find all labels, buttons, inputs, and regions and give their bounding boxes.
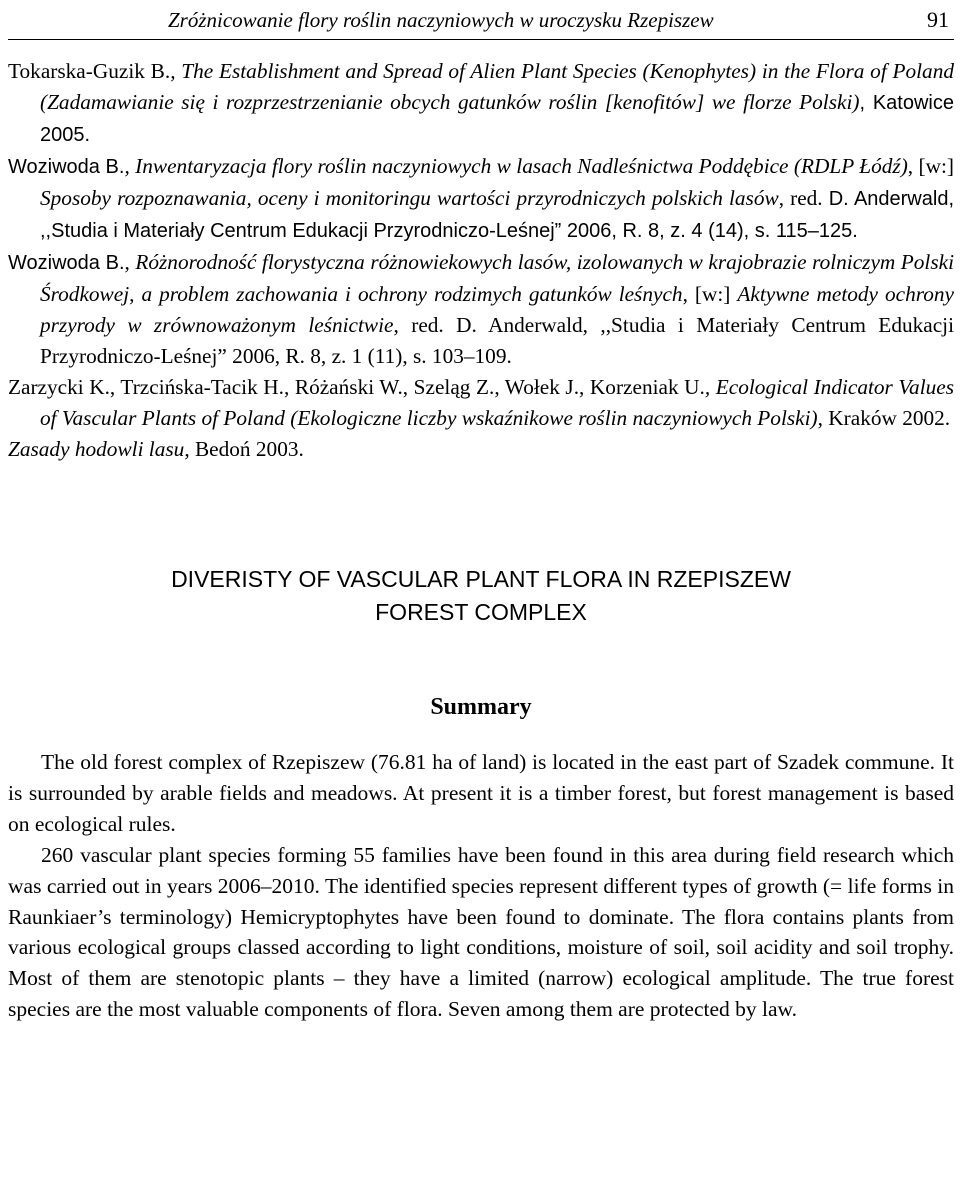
summary-title-line: FOREST COMPLEX [375,599,587,625]
reference-item [8,151,954,247]
reference-details-series: D. Anderwald, ,,Studia i Materiały Centrum Edukacji Przyrodniczo-Leśnej” 2006, R. 8, z. 4 (14), s. 115–125. [40,188,954,242]
reference-details: , Katowice 2005. [40,92,954,146]
reference-title: Zasady hodowli lasu [8,437,185,461]
reference-details: , red. [778,186,829,210]
reference-title: , Różnorodność florystyczna różnowiekowych lasów, izolowanych w krajobrazie rolniczym Polski Środkowej, a problem zachowania i ochrony rodzimych gatunków leśnych [40,250,954,306]
reference-author: Woziwoda B. [8,252,125,274]
summary-paragraph: The old forest complex of Rzepiszew (76.81 ha of land) is located in the east part of Szadek commune. It is surrounded by arable fields and meadows. At present it is a timber forest, but forest management is based on ecological rules. [8,750,954,836]
reference-title: , The Establishment and Spread of Alien Plant Species (Kenophytes) in the Flora of Poland (Zadamawianie się i rozprzestrzenianie obcych gatunków roślin [kenofitów] we florze Polski) [40,59,955,114]
reference-list [8,56,954,465]
reference-author: Woziwoda B. [8,156,125,178]
running-header [8,0,954,40]
reference-item [8,434,954,465]
reference-book-title: Aktywne metody ochrony przyrody w zrównoważonym leśnictwie [40,282,955,337]
summary-body [8,747,954,1025]
summary-heading: Summary [430,694,532,720]
summary-title [8,563,954,629]
reference-item [8,56,954,151]
reference-title: , Inwentaryzacja flory roślin naczyniowych w lasach Nadleśnictwa Poddębice (RDLP Łódź) [124,154,908,178]
reference-details: , Bedoń 2003. [184,437,304,461]
running-title: Zróżnicowanie flory roślin naczyniowych w uroczysku Rzepiszew [168,8,714,32]
reference-details: , Kraków 2002. [817,406,951,430]
reference-connector: , [w:] [682,282,738,306]
reference-details: , red. D. Anderwald, ,,Studia i Materiały Centrum Edukacji Przyrodniczo-Leśnej” 2006, R. 8, z. 1 (11), s. 103–109. [40,313,954,368]
summary-title-line: DIVERISTY OF VASCULAR PLANT FLORA IN RZEPISZEW [171,566,791,592]
reference-title: , Ecological Indicator Values of Vascular Plants of Poland (Ekologiczne liczby wskaźnikowe roślin naczyniowych Polski) [40,375,955,430]
page-number: 91 [927,7,949,32]
reference-connector: , [w:] [907,154,955,178]
reference-author: Tokarska-Guzik B. [8,59,171,83]
summary-paragraph: 260 vascular plant species forming 55 families have been found in this area during field research which was carried out in years 2006–2010. The identified species represent different types of growth (= life forms in Raunkiaer’s terminology) Hemicryptophytes have been found to dominate. The flora contains plants from various ecological groups classed according to light conditions, moisture of soil, soil acidity and soil trophy. Most of them are stenotopic plants – they have a limited (narrow) ecological amplitude. The true forest species are the most valuable components of flora. Seven among them are protected by law. [8,842,954,1022]
reference-author: Zarzycki K., Trzcińska-Tacik H., Różański W., Szeląg Z., Wołek J., Korzeniak U. [8,375,705,399]
reference-item [8,372,954,434]
reference-book-title: Sposoby rozpoznawania, oceny i monitoringu wartości przyrodniczych polskich lasów [40,186,779,210]
reference-item [8,247,954,372]
page [8,0,954,1025]
